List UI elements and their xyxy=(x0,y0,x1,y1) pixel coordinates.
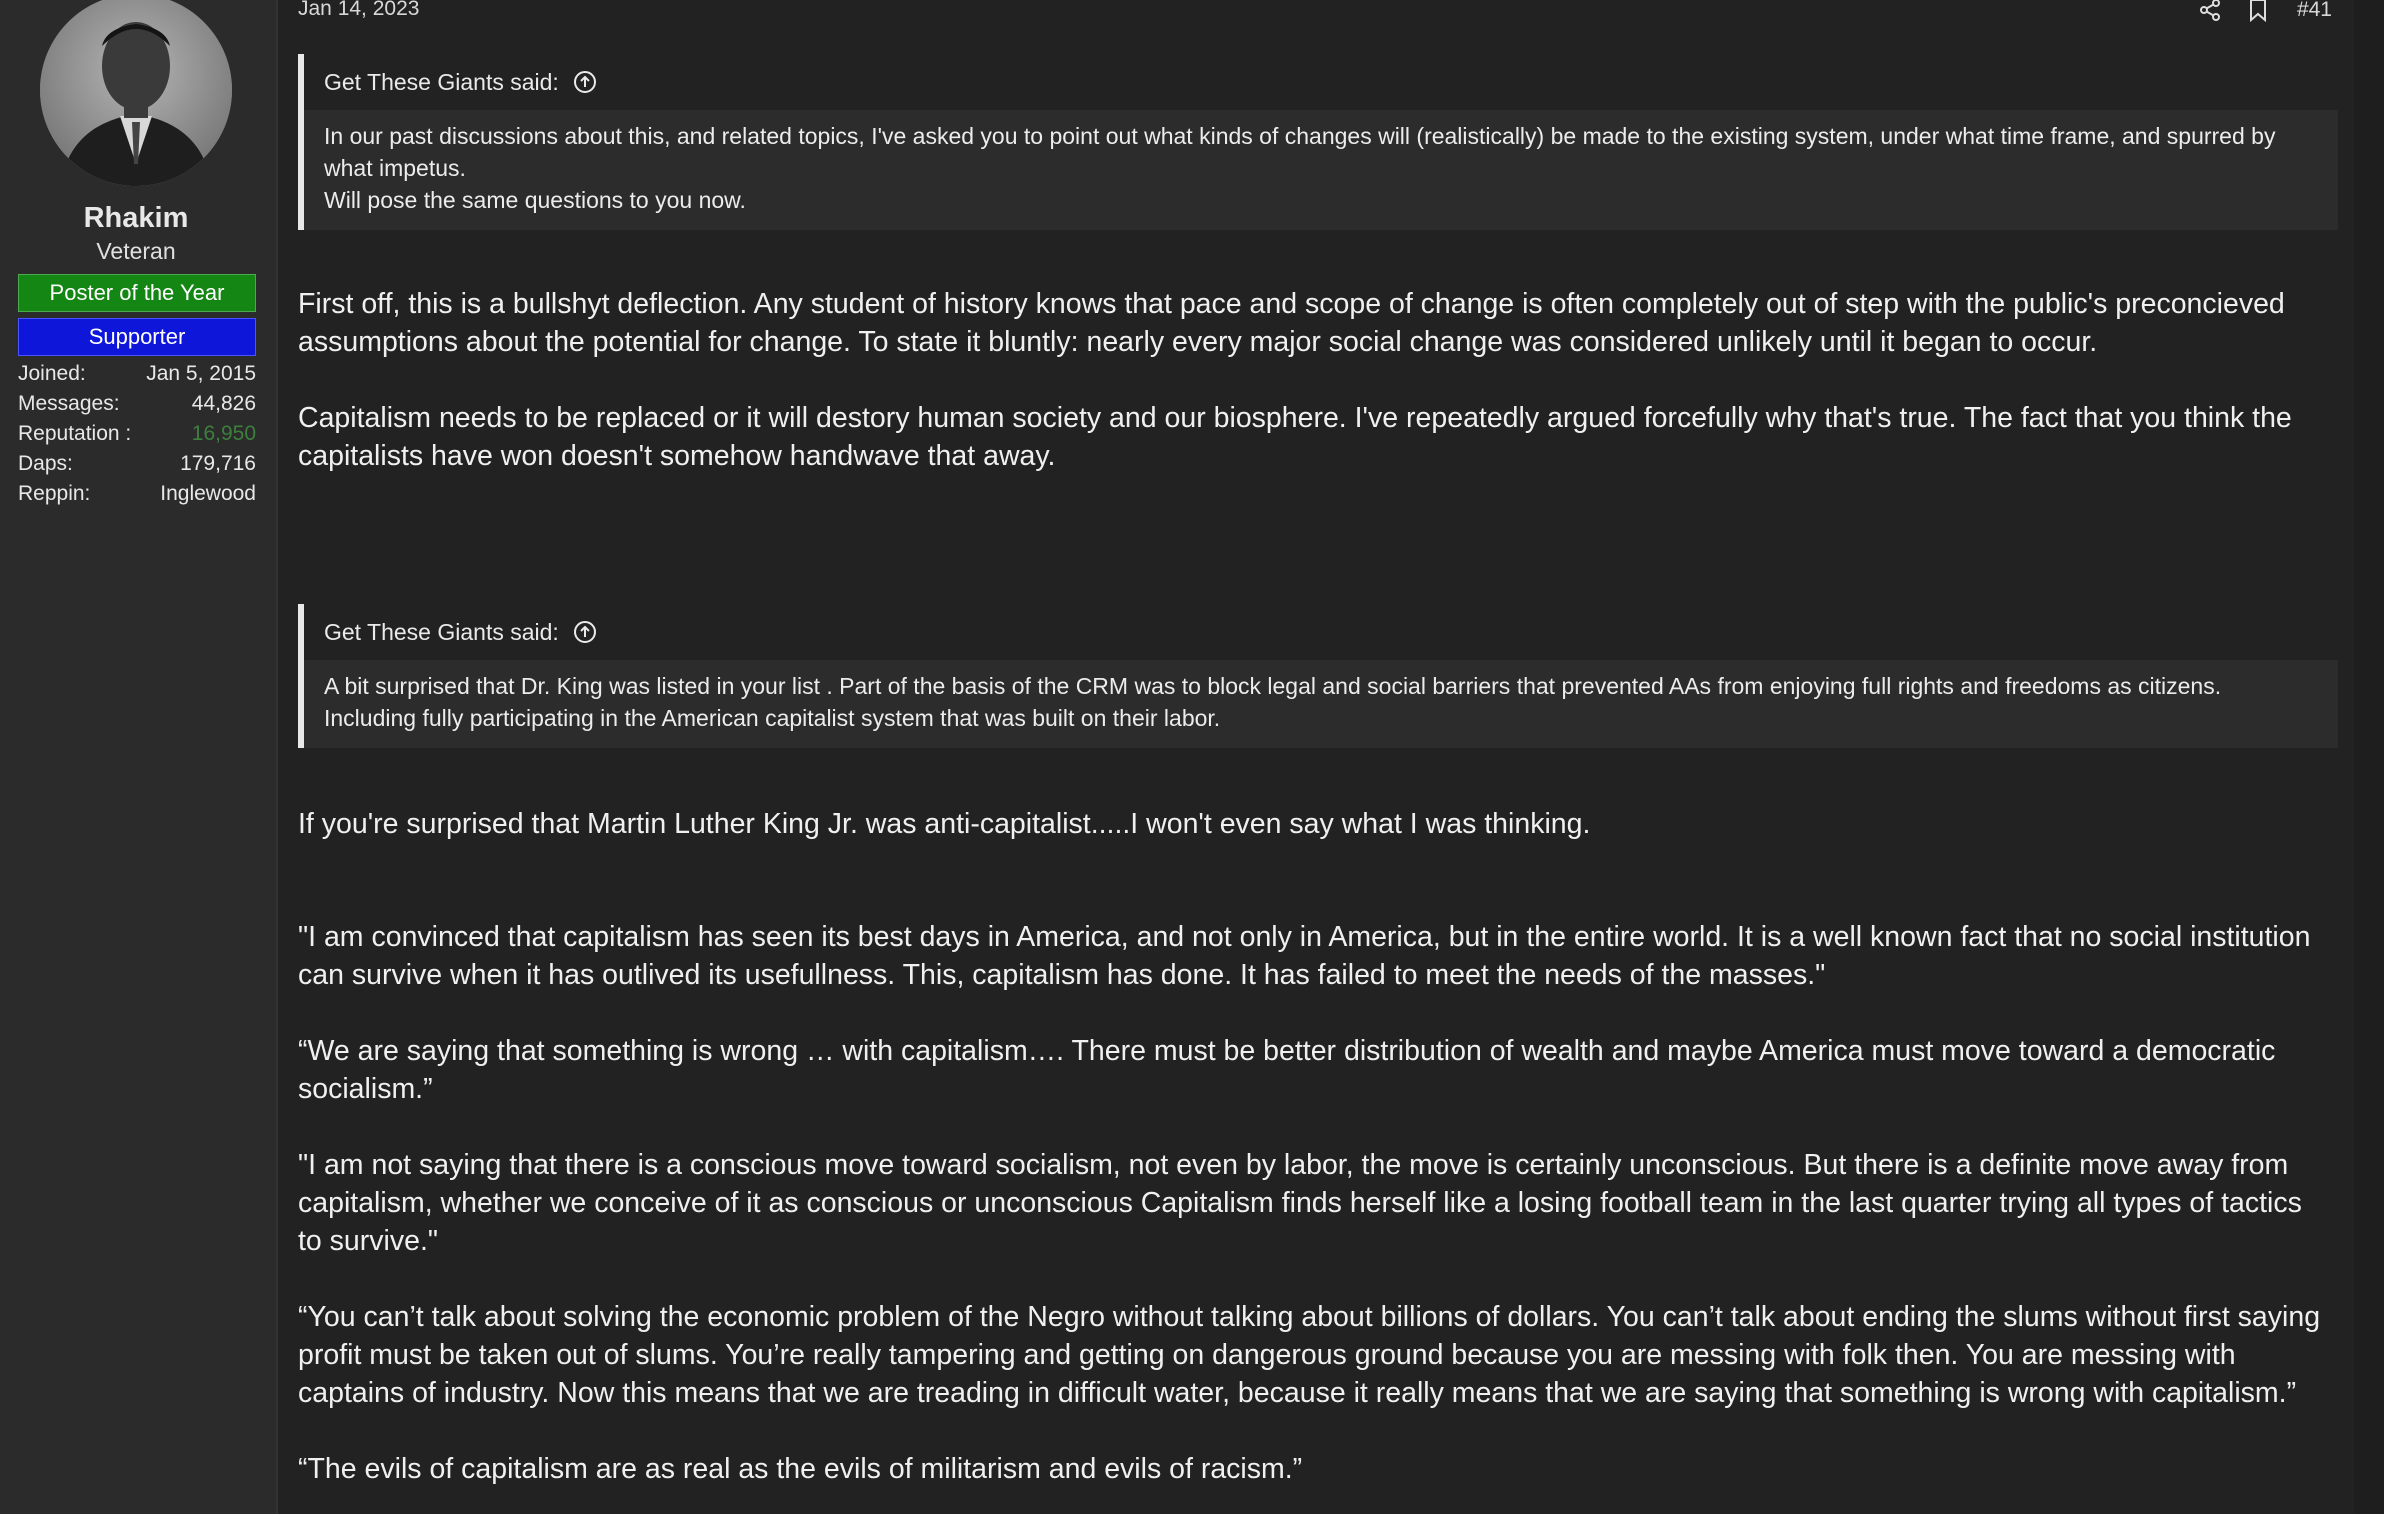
post-paragraph: "I am convinced that capitalism has seen its best days in America, and not only in America, but in the entire world. It is a well known fact that no social institution can survive when it has outlived its usefullness. This, capitalism has done. It has failed to meet the needs of the masses." xyxy=(298,921,2311,991)
user-sidebar xyxy=(0,0,278,1514)
post-paragraph: “The evils of capitalism are as real as the evils of militarism and evils of racism.” xyxy=(298,1453,1303,1485)
supporter-banner: Supporter xyxy=(18,318,256,356)
bookmark-icon[interactable] xyxy=(2245,0,2271,23)
avatar[interactable] xyxy=(40,0,232,186)
post-number[interactable]: #41 xyxy=(2296,0,2332,21)
quote-body xyxy=(304,660,2338,748)
post-actions xyxy=(2175,0,2332,23)
stat-value[interactable]: 44,826 xyxy=(191,392,256,415)
post-paragraph: “You can’t talk about solving the economic problem of the Negro without talking about billions of dollars. You can’t talk about ending the slums without first saying profit must be taken out of slums. You’re really tampering and getting on dangerous ground because you are messing with folk then. You are messing with captains of industry. Now this means that we are treading in difficult water, because it really means that we are saying that something is wrong with capitalism.” xyxy=(298,1301,2321,1409)
stat-label: Joined: xyxy=(18,362,86,385)
quote-text: In our past discussions about this, and related topics, I've asked you to point out what kinds of changes will (realistically) be made to the existing system, under what time frame, and spurred by what impetus. xyxy=(324,123,2276,181)
stat-value: Inglewood xyxy=(160,482,256,505)
arrow-up-circle-icon[interactable] xyxy=(573,620,597,644)
user-stats xyxy=(18,362,256,512)
username[interactable]: Rhakim xyxy=(83,202,189,234)
stat-value: Jan 5, 2015 xyxy=(146,362,256,385)
arrow-up-circle-icon[interactable] xyxy=(573,70,597,94)
post-paragraph: "I am not saying that there is a conscious move toward socialism, not even by labor, the move is certainly unconscious. But there is a definite move away from capitalism, whether we conceive of it as conscious or unconscious Capitalism finds herself like a losing football team in the last quarter trying all types of tactics to survive." xyxy=(298,1149,2302,1257)
post-paragraph: “We are saying that something is wrong … with capitalism…. There must be better distribution of wealth and maybe America must move toward a democratic socialism.” xyxy=(298,1035,2276,1105)
post-paragraph: Capitalism needs to be replaced or it will destory human society and our biosphere. I've repeatedly argued forcefully why that's true. The fact that you think the capitalists have won doesn't somehow handwave that away. xyxy=(298,402,2292,472)
stat-label: Reppin: xyxy=(18,482,91,505)
post-paragraph: If you're surprised that Martin Luther King Jr. was anti-capitalist.....I won't even say what I was thinking. xyxy=(298,808,1591,840)
quote-text: Will pose the same questions to you now. xyxy=(324,187,746,213)
user-title: Veteran xyxy=(96,238,176,264)
post-paragraph: First off, this is a bullshyt deflection. Any student of history knows that pace and scope of change is often completely out of step with the public's preconcieved assumptions about the potential for change. To state it bluntly: nearly every major social change was considered unlikely until it began to occur. xyxy=(298,288,2285,358)
quote-block xyxy=(298,54,2338,230)
quote-author: Get These Giants said: xyxy=(324,618,559,645)
post-date[interactable]: Jan 14, 2023 xyxy=(298,0,420,20)
quote-author: Get These Giants said: xyxy=(324,68,559,95)
poster-of-the-year-banner: Poster of the Year xyxy=(18,274,256,312)
stat-value: 179,716 xyxy=(180,452,256,475)
quote-header xyxy=(304,54,2338,110)
stat-reputation xyxy=(18,422,256,452)
quote-header xyxy=(304,604,2338,660)
stat-label: Reputation : xyxy=(18,422,132,445)
stat-reppin xyxy=(18,482,256,512)
quote-text: A bit surprised that Dr. King was listed in your list . Part of the basis of the CRM was to block legal and social barriers that prevented AAs from enjoying full rights and freedoms as citizens. Including fully participating in the American capitalist system that was built on their labor. xyxy=(324,673,2222,731)
stat-label: Messages: xyxy=(18,392,120,415)
quote-block xyxy=(298,604,2338,748)
quote-body xyxy=(304,110,2338,230)
stat-daps xyxy=(18,452,256,482)
share-icon[interactable] xyxy=(2197,0,2223,23)
post-header xyxy=(298,0,2332,21)
scrollbar-track[interactable] xyxy=(2354,0,2384,1514)
stat-value: 16,950 xyxy=(191,422,256,445)
stat-label: Daps: xyxy=(18,452,73,475)
stat-messages xyxy=(18,392,256,422)
stat-joined xyxy=(18,362,256,392)
